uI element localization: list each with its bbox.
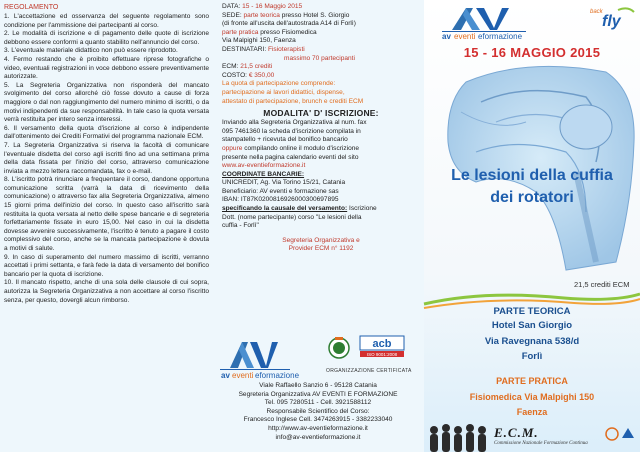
ecm-logo-text: E.C.M. bbox=[494, 425, 539, 440]
course-title-line-1: Le lesioni della cuffia bbox=[451, 167, 613, 184]
rule-7: 7. La Segreteria Organizzativa si riserva la facoltà di comunicare l'eventuale disdetta del corso agli iscritti fino ad una settimana prima della data fissata per l'inizio del corso, attraverso comunicazione inviata a mezzo lettera raccomandata, fax o e-mail. bbox=[4, 141, 209, 175]
iscr-line-1: Inviando alla Segreteria Organizzativa al num. fax bbox=[222, 119, 367, 127]
ecm-line bbox=[222, 63, 420, 72]
provider-line-1: Segreteria Organizzativa e bbox=[282, 236, 360, 244]
iscr-line-5: presente nella pagina calendario eventi del sito bbox=[222, 153, 359, 161]
rule-10: 10. Il mancato rispetto, anche di una sola delle clausole di cui sopra, autorizza la Segreteria Organizzativa a non accettare al corso l'iscritto senza, per questo, dovergli alcun rimborso. bbox=[4, 279, 209, 304]
rule-1: 1. L'accettazione ed osservanza del seguente regolamento sono condizione per l'ammissione dei partecipanti al corso. bbox=[4, 13, 209, 29]
fly-logo bbox=[588, 4, 636, 32]
av-logo bbox=[220, 338, 300, 380]
sede-teorica-place: presso Hotel S. Giorgio bbox=[281, 11, 350, 19]
ecm-value: 21,5 crediti bbox=[240, 63, 273, 71]
costo-line bbox=[222, 72, 420, 81]
info-block bbox=[222, 3, 420, 106]
parte-teorica-city: Forlì bbox=[521, 351, 543, 362]
acb-certification-logo bbox=[360, 336, 404, 358]
org-certificata-label: ORGANIZZAZIONE CERTIFICATA bbox=[326, 368, 412, 374]
modalita-title: MODALITA' D' ISCRIZIONE: bbox=[263, 108, 379, 119]
costo-label: COSTO: bbox=[222, 71, 247, 79]
banca-line-1: UNICREDIT, Ag. Via Torino 15/21, Catania bbox=[222, 179, 346, 187]
ecm-label: ECM: bbox=[222, 63, 239, 71]
dest-max: massimo 70 partecipanti bbox=[284, 54, 355, 62]
causale-line-3: cuffia - Forlì" bbox=[222, 222, 259, 230]
causale-line bbox=[222, 205, 420, 214]
event-date: 15 - 16 MAGGIO 2015 bbox=[463, 45, 601, 60]
accreditation-badge-icon bbox=[328, 335, 350, 361]
sponsor-logo-icon bbox=[602, 424, 638, 444]
banca-line-3: IBAN: IT87K0200816926000300697895 bbox=[222, 196, 339, 204]
rule-4: 4. Fermo restando che è proibito effettuare riprese fotografiche o video, eventuali registrazioni in voce debbono essere preventivamente autorizzate. bbox=[4, 55, 209, 81]
iscrizione-block bbox=[222, 119, 420, 254]
addr-line-5: Francesco Inglese Cell. 3474263915 - 3382233040 bbox=[243, 416, 393, 424]
av-cover-formazione: eformazione bbox=[478, 32, 523, 41]
rule-6: 6. Il versamento della quota d'iscrizione al corso è indipendente dall'ottenimento dei Crediti Formativi del programma nazionale ECM. bbox=[4, 124, 209, 141]
iso-text: ISO 9001:2008 bbox=[366, 352, 398, 357]
rule-2: 2. Le modalità di iscrizione e di pagamento delle quote di iscrizione debbono essere conformi a quanto stabilito nell'annuncio del corso. bbox=[4, 30, 209, 46]
ecm-logo-subtitle: Commissione Nazionale Formazione Continua bbox=[494, 441, 588, 446]
iscr-line-4 bbox=[222, 145, 420, 154]
parte-pratica-city: Faenza bbox=[516, 407, 548, 417]
parte-teorica-via: Via Ravegnana 538/d bbox=[484, 336, 580, 347]
rule-5: 5. La Segreteria Organizzativa non risponderà del mancato svolgimento del corso allorché ciò fosse dovuto a cause di forza maggiore o dal non raggiungimento del numero minimo di iscritti, o da motivi indipendenti da sue responsabilità. In tale caso la quota versata verrà restituita per intero senza interessi. bbox=[4, 81, 209, 124]
sede-label: SEDE: bbox=[222, 11, 242, 19]
address-block bbox=[212, 382, 424, 442]
date-value: 15 - 16 Maggio 2015 bbox=[242, 3, 303, 10]
ecm-credits: 21,5 crediti ECM bbox=[574, 280, 630, 289]
addr-line-4: Responsabile Scientifico del Corso: bbox=[266, 407, 370, 415]
av-logo-formazione: eformazione bbox=[255, 371, 300, 380]
costo-value: € 350,00 bbox=[248, 71, 275, 79]
course-title-line-2: dei rotatori bbox=[490, 189, 574, 206]
acb-text: acb bbox=[372, 338, 392, 350]
date-label: DATA: bbox=[222, 3, 241, 10]
av-cover-text: av bbox=[442, 32, 451, 41]
causale-text: Iscrizione bbox=[349, 205, 377, 213]
provider-line-2: Provider ECM n° 1192 bbox=[288, 245, 354, 253]
quota-line-2: partecipazione ai lavori didattici, dispense, bbox=[222, 88, 345, 96]
causale-label: specificando la causale del versamento: bbox=[222, 205, 348, 213]
sede-note: (di fronte all'uscita dell'autostrada A14 di Forlì) bbox=[222, 20, 356, 28]
iscr-oppure: oppure bbox=[222, 144, 243, 152]
dest-line bbox=[222, 46, 420, 55]
sede-pratica: parte pratica bbox=[222, 28, 259, 36]
addr-line-3: Tel. 095 7280511 - Cell. 3921588112 bbox=[264, 399, 372, 407]
website-link[interactable]: http://www.av-eventieformazione.it bbox=[268, 424, 368, 432]
cover-panel bbox=[424, 0, 640, 452]
date-line bbox=[222, 3, 420, 12]
dest-label: DESTINATARI: bbox=[222, 45, 267, 53]
rule-8: 8. L'iscritto potrà rinunciare a frequentare il corso, dandone opportuna comunicazione scritta (varrà la data di ricevimento della comunicazione) o attraverso fax alla Segreteria Organizzativa, almeno 15 giorni prima dell'inizio del corso. In questo caso all'iscritto sarà restituita la quota versata al netto delle spese bancarie e di segreteria forfettariamente fissate in euro 15,00. Nel caso in cui la disdetta dovesse avvenire successivamente, l'iscritto è tenuto a pagare il costo complessivo del corso, anche se la mancata partecipazione è dovuta a motivi di salute. bbox=[4, 176, 209, 253]
regolamento-text bbox=[4, 13, 209, 305]
av-logo-eventi: eventi bbox=[232, 371, 254, 380]
sede-teorica: parte teorica bbox=[243, 11, 280, 19]
rule-3: 3. L'eventuale materiale didattico non può essere riprodotto. bbox=[4, 47, 178, 55]
banca-title: COORDINATE BANCARIE: bbox=[222, 170, 305, 178]
addr-line-2: Segreteria Organizzativa AV EVENTI E FORMAZIONE bbox=[238, 390, 398, 398]
sede-pratica-place: presso Fisiomedica bbox=[260, 28, 317, 36]
email-link[interactable]: info@av-eventieformazione.it bbox=[275, 433, 361, 441]
quota-line-3: attestato di partecipazione, brunch e crediti ECM bbox=[222, 97, 364, 105]
parte-pratica-place: Fisiomedica Via Malpighi 150 bbox=[469, 392, 595, 402]
regolamento-title: REGOLAMENTO bbox=[4, 4, 59, 11]
fly-text: fly bbox=[602, 13, 621, 30]
rule-9: 9. In caso di superamento del numero massimo di iscritti, verranno accettati i primi settanta, e farà fede la data di versamento del bonifico bancario per la quota di iscrizione. bbox=[4, 253, 209, 278]
regolamento-panel bbox=[0, 0, 212, 452]
parte-pratica-title: PARTE PRATICA bbox=[496, 376, 568, 386]
sede-pratica-addr: Via Malpighi 150, Faenza bbox=[222, 37, 296, 45]
parte-teorica-hotel: Hotel San Giorgio bbox=[491, 320, 573, 331]
av-cover-eventi: eventi bbox=[454, 32, 476, 41]
iscr-line-2: 095 7461360 la scheda d'iscrizione compilata in bbox=[222, 127, 361, 135]
info-panel bbox=[212, 0, 424, 452]
ecm-logo bbox=[494, 425, 604, 446]
fly-small-text: back bbox=[590, 9, 603, 15]
people-silhouettes-image bbox=[428, 420, 490, 452]
sede-pratica-line bbox=[222, 29, 420, 38]
iscr-site-link[interactable]: www.av-eventieformazione.it bbox=[222, 162, 306, 170]
quota-line-1: La quota di partecipazione comprende: bbox=[222, 80, 336, 88]
dest-value: Fisioterapisti bbox=[267, 45, 305, 53]
banca-line-2: Beneficiario: AV eventi e formazione sas bbox=[222, 187, 339, 195]
av-logo-text: av bbox=[221, 371, 230, 380]
parte-teorica-title: PARTE TEORICA bbox=[493, 306, 571, 317]
addr-line-1: Viale Raffaello Sanzio 6 - 95128 Catania bbox=[259, 382, 377, 389]
av-logo-cover bbox=[440, 6, 528, 40]
iscr-line-3: stampatello + ricevuta del bonifico bancario bbox=[222, 136, 348, 144]
causale-line-2: Dott. (nome partecipante) corso "Le lesioni della bbox=[222, 213, 362, 221]
sede-line bbox=[222, 12, 420, 21]
iscr-line-4-text: compilando online il modulo d'iscrizione bbox=[244, 144, 360, 152]
